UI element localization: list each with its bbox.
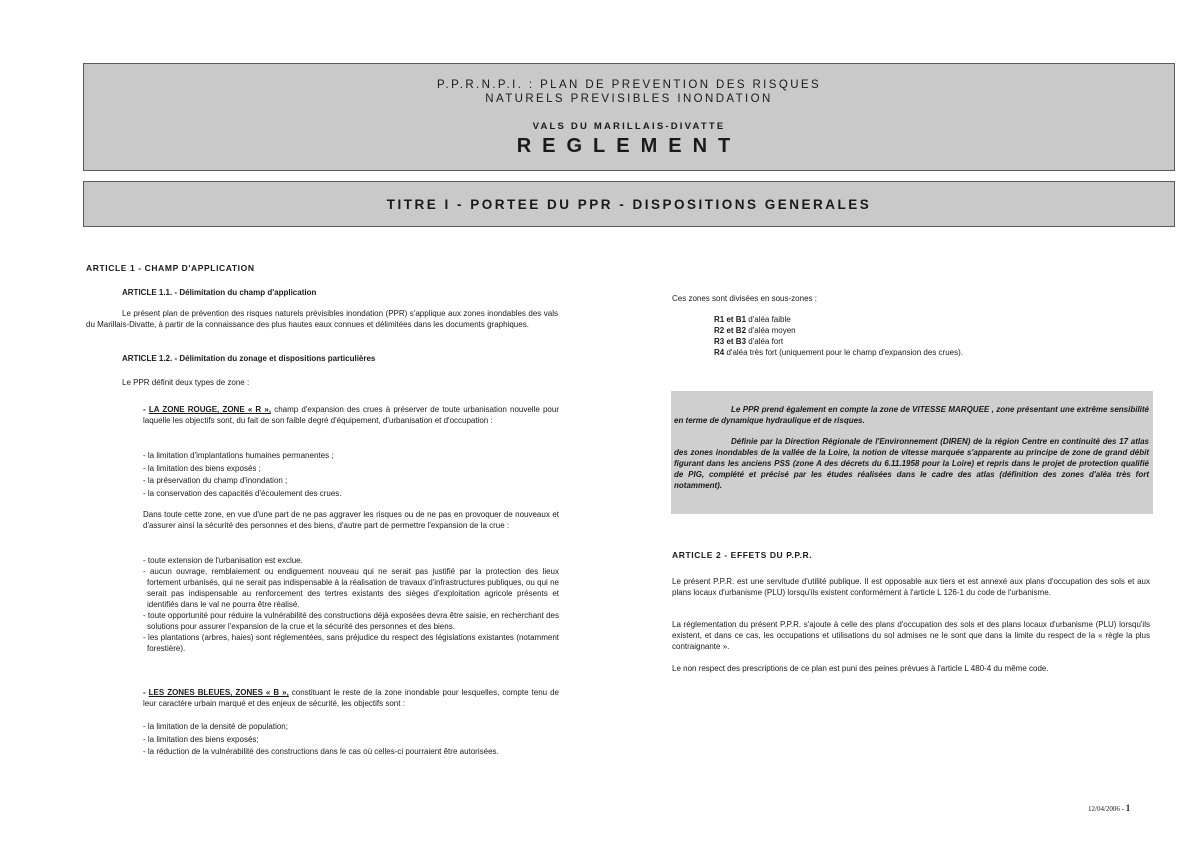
zones-bleues-label: LES ZONES BLEUES, ZONES « B », — [148, 688, 289, 697]
zone-rouge-label: LA ZONE ROUGE, ZONE « R », — [148, 405, 272, 414]
vitesse-marquee-box — [671, 391, 1153, 514]
zone-rouge-conditions: Dans toute cette zone, en vue d'une part de ne pas aggraver les risques ou de ne pas en provoquer de nouveaux et d'assurer ainsi la sécurité des personnes et des biens, d'autre part de permettre l'expansion de la crue : — [143, 510, 559, 530]
zones-bleues-paragraph — [143, 687, 559, 709]
vitesse-paragraph-2: Définie par la Direction Régionale de l'Environnement (DIREN) de la région Centre en continuité des 17 atlas des zones inondables de la vallée de la Loire, la notion de vitesse marquée s'apparente au principe de zone de grand débit figurant dans les anciens PSS (zone A des décrets du 6.11.1958 pour la Loire) et repris dans le projet de protection qualifié de PIG, complété et précisé par les études réalisées dans le cadre des atlas (définition des zones d'aléa très fort notamment). — [674, 437, 1149, 490]
zones-bleues-text: constituant le reste de la zone inondable pour lesquelles, compte tenu de leur caractère urbain marqué et des enjeux de sécurité, les objectifs sont : — [143, 688, 559, 708]
header-line-2: NATURELS PREVISIBLES INONDATION — [485, 93, 773, 105]
vitesse-paragraph-1: Le PPR prend également en compte la zone de VITESSE MARQUEE , zone présentant une extrême sensibilité en terme de dynamique hydraulique et de risques. — [674, 405, 1149, 425]
article-1-2-heading: ARTICLE 1.2. - Délimitation du zonage et dispositions particulières — [122, 354, 376, 363]
list-item: - la préservation du champ d'inondation ; — [143, 476, 288, 486]
article-2-paragraph-3: Le non respect des prescriptions de ce plan est puni des peines prévues à l'article L 480-4 du même code. — [672, 664, 1049, 673]
list-item: - toute extension de l'urbanisation est exclue. — [143, 556, 303, 565]
article-2-paragraph-1: Le présent P.P.R. est une servitude d'utilité publique. Il est opposable aux tiers et est annexé aux plans d'occupation des sols et aux plans locaux d'urbanisme (PLU) lorsqu'ils existent conformément à l'article L 126-1 du code de l'urbanisme. — [672, 577, 1150, 597]
zone-rouge-objectives — [143, 450, 559, 501]
subzones-intro: Ces zones sont divisées en sous-zones : — [672, 294, 817, 303]
header-subtitle: VALS DU MARILLAIS-DIVATTE — [532, 121, 726, 132]
list-item: - la limitation d'implantations humaines permanentes ; — [143, 451, 334, 460]
list-item: R2 et B2 d'aléa moyen — [714, 326, 796, 335]
list-item: - la limitation de la densité de population; — [143, 722, 288, 731]
list-item: R3 et B3 d'aléa fort — [714, 337, 784, 346]
list-item: - la réduction de la vulnérabilité des constructions dans le cas où celles-ci pourraient être autorisées. — [143, 747, 499, 756]
article-1-1-text: Le présent plan de prévention des risques naturels prévisibles inondation (PPR) s'applique aux zones inondables des vals du Marillais-Divatte, à partir de la connaissance des plus hautes eaux connues et délimitées dans les documents graphiques. — [86, 309, 558, 329]
zone-rouge-paragraph — [143, 404, 559, 426]
zones-bleues-bullet: - — [143, 688, 146, 697]
zone-rouge-bullet: - — [143, 405, 146, 414]
list-item: - la conservation des capacités d'écoulement des crues. — [143, 489, 342, 499]
section-title-box — [83, 181, 1175, 227]
section-title: TITRE I - PORTEE DU PPR - DISPOSITIONS GENERALES — [386, 197, 872, 212]
list-item: - les plantations (arbres, haies) sont réglementées, sans préjudice du respect des législations existantes (notamment forestière). — [143, 633, 559, 653]
footer-date: 12/04/2006 - — [1088, 805, 1124, 813]
list-item: - aucun ouvrage, remblaiement ou endiguement nouveau qui ne serait pas justifié par la protection des lieux fortement urbanisés, qui ne serait pas indispensable à la réalisation de travaux d'infrastructures publiques, ou qui ne serait pas indispensable au renforcement des tertres existants des sièges d'exploitation agricole présents et identifiés dans le val ne pourra être réalisé. — [143, 567, 559, 609]
zone-rouge-text: champ d'expansion des crues à préserver de toute urbanisation nouvelle pour laquelle les objectifs sont, du fait de son faible degré d'équipement, d'urbanisation et d'occupation : — [143, 405, 559, 425]
header-line-1: P.P.R.N.P.I. : PLAN DE PREVENTION DES RISQUES — [436, 79, 822, 91]
list-item: - toute opportunité pour réduire la vulnérabilité des constructions déjà exposées devra être saisie, en recherchant des solutions pour assurer l'expansion de la crue et la sécurité des personnes et des biens. — [143, 611, 559, 631]
zone-rouge-rules — [143, 555, 559, 654]
list-item: - la limitation des biens exposés ; — [143, 463, 261, 473]
article-1-heading: ARTICLE 1 - CHAMP D'APPLICATION — [86, 263, 255, 273]
list-item: R1 et B1 d'aléa faible — [714, 315, 791, 324]
page-number: 1 — [1125, 803, 1131, 813]
header-title: REGLEMENT — [516, 135, 742, 157]
article-2-paragraph-2: La réglementation du présent P.P.R. s'ajoute à celle des plans d'occupation des sols et des plans locaux d'urbanisme (PLU) lorsqu'ils existent, et dans ce cas, les occupations et utilisations du sol admises ne le sont que dans la limite du respect de la « règle la plus contraignante ». — [672, 620, 1150, 651]
page-footer — [1088, 803, 1130, 813]
list-item: R4 d'aléa très fort (uniquement pour le champ d'expansion des crues). — [714, 348, 963, 357]
article-2-heading: ARTICLE 2 - EFFETS DU P.P.R. — [672, 550, 813, 560]
document-header — [83, 63, 1175, 171]
subzones-list — [714, 314, 1134, 358]
list-item: - la limitation des biens exposés; — [143, 734, 259, 744]
zones-bleues-objectives — [143, 721, 563, 759]
article-1-1-heading: ARTICLE 1.1. - Délimitation du champ d'application — [122, 288, 317, 297]
article-1-2-intro: Le PPR définit deux types de zone : — [122, 378, 250, 387]
